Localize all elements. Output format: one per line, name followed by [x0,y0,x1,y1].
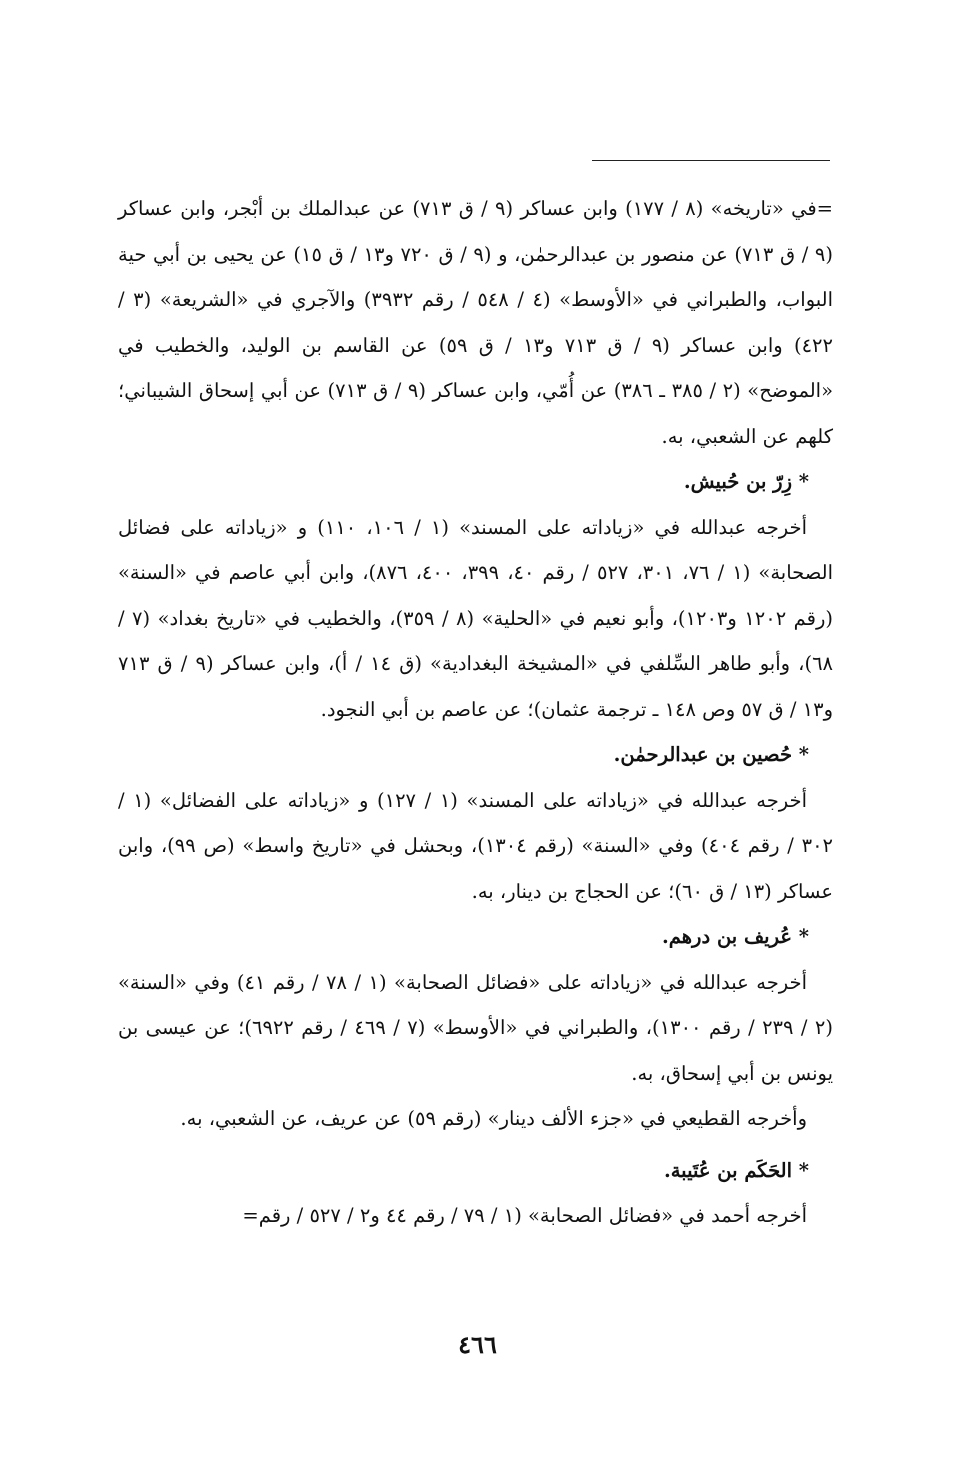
citation-paragraph-urayf: أخرجه عبدالله في «زياداته على «فضائل الصحابة» (١ / ٧٨ / رقم ٤١) وفي «السنة» (٢ / ٢٣٩ / رقم ١٣٠٠)، والطبراني في «الأوسط» (٧ / ٤٦٩ / رقم ٦٩٢٢)؛ عن عيسى بن يونس بن أبي إسحاق، به. [118,970,833,1085]
citation-paragraph-qatii: وأخرجه القطيعي في «جزء الألف دينار» (رقم ٥٩) عن عريف، عن الشعبي، به. [180,1107,807,1130]
narrator-heading-husayn: * حُصين بن عبدالرحمٰن. [613,743,809,766]
narrator-heading-zirr: * زِرّ بن حُبيش. [683,470,809,493]
citation-paragraph-zirr: أخرجه عبدالله في «زياداته على المسند» (١ / ١٠٦، ١١٠) و «زياداته على فضائل الصحابة» (١ / ٧٦، ٣٠١، ٥٢٧ / رقم ٤٠، ٣٩٩، ٤٠٠، ٨٧٦)، وابن أبي عاصم في «السنة» (رقم ١٢٠٢ و١٢٠٣)، وأبو نعيم في «الحلية» (٨ / ٣٥٩)، والخطيب في «تاريخ بغداد» (٧ / ٦٨)، وأبو طاهر السِّلفي في «المشيخة البغدادية» (ق ١٤ / أ)، وابن عساكر (٩ / ق ٧١٣ و١٣ / ق ٥٧ وص ١٤٨ ـ ترجمة عثمان)؛ عن عاصم بن أبي النجود. [118,515,834,721]
citation-paragraph-hakam: أخرجه أحمد في «فضائل الصحابة» (١ / ٧٩ / رقم ٤٤ و٢ / ٥٢٧ / رقم= [242,1204,807,1227]
footnote-separator-rule [592,160,830,161]
citation-paragraph-husayn: أخرجه عبدالله في «زياداته على المسند» (١ / ١٢٧) و «زياداته على الفضائل» (١ / ٣٠٢ / رقم ٤٠٤) وفي «السنة» (رقم ١٣٠٤)، وبحشل في «تاريخ واسط» (ص ٩٩)، وابن عساكر (١٣ / ق ٦٠)؛ عن الحجاج بن دينار، به. [118,788,834,903]
narrator-heading-urayf: * عُريف بن درهم. [662,925,809,948]
narrator-heading-hakam: * الحَكَم بن عُتَيبة. [663,1158,809,1182]
footnote-text-block [118,186,833,1239]
page-number: ٤٦٦ [458,1330,497,1359]
footnote-continuation-paragraph: =في «تاريخه» (٨ / ١٧٧) وابن عساكر (٩ / ق ٧١٣) عن عبدالملك بن أبْجر، وابن عساكر (٩ / ق ٧١٣) عن منصور بن عبدالرحمٰن، و (٩ / ق ٧٢٠ و١٣ / ق ١٥) عن يحيى بن أبي حية البواب، والطبراني في «الأوسط» (٤ / ٥٤٨ / رقم ٣٩٣٢) والآجري في «الشريعة» (٣ / ٤٢٢) وابن عساكر (٩ / ق ٧١٣ و١٣ / ق ٥٩) عن القاسم بن الوليد، والخطيب في «الموضح» (٢ / ٣٨٥ ـ ٣٨٦) عن أُمّي، وابن عساكر (٩ / ق ٧١٣) عن أبي إسحاق الشيباني؛ كلهم عن الشعبي، به. [118,197,834,448]
